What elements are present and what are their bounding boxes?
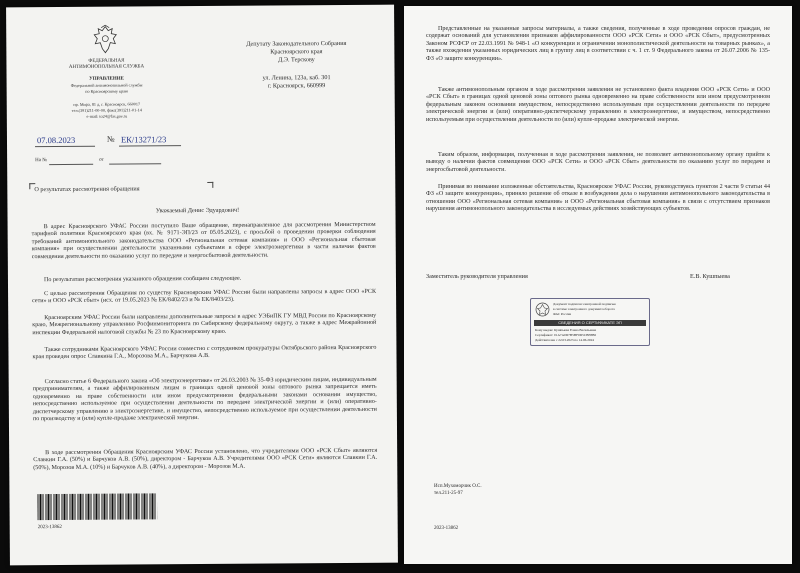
org-line2: АНТИМОНОПОЛЬНАЯ СЛУЖБА	[68, 64, 145, 70]
paragraph: Также сотрудниками Красноярского УФАС России совместно с сотрудником прокуратуры Октябрьского района Красноярского края проведен опрос Славкина Г.А., Морозова М.А., Барчукова А.В.	[32, 344, 377, 361]
dept-title: УПРАВЛЕНИЕ	[89, 76, 125, 82]
barcode	[37, 493, 157, 520]
paragraph: Согласно статье 6 Федерального закона «Об электроэнергетике» от 26.03.2003 № 35-ФЗ юридическим лицам, индивидуальным предпринимателям, а также аффилированным лицам в границах одной ценовой зоны оптового рынка запрещается иметь одновременно на праве собственности или ином предусмотренном федеральными законами основании имущество, непосредственно используемое при осуществлении деятельности по передаче электрической энергии и (или) оперативно-диспетчерскому управлению в электроэнергетике, и имущество, непосредственно используемое при осуществлении деятельности по производству и (или) купле-продаже электрической энергии.	[32, 376, 377, 423]
executor-phone: тел.211-25-97	[434, 491, 463, 496]
paragraph: Также антимонопольным органом в ходе рассмотрения заявления не установлено факта владения ООО «РСК Сети» и ООО «РСК Сбыт» в границах одной ценовой зоны оптового рынка одновременно на праве собственности или ином предусмотренном федеральным законом основании имуществом, непосредственно используемым при осуществлении деятельности по передаче электрической энергии и (или) оперативно-диспетчерскому управлению в электроэнергетике, и имуществом, непосредственно используемым при осуществлении деятельности по (или) купле-продаже электрической энергии.	[426, 87, 770, 123]
paragraph: Таким образом, информация, полученная в ходе рассмотрения заявления, не позволяет антимонопольному органу прийти к выводу о наличии фактов совмещения ООО «РСК Сети» и ООО «РСК Сбыт» деятельности по оказанию услуг по передаче и энергосбытовой деятельности.	[426, 152, 770, 173]
stamp-valid: Действителен с 22.03.2023 по 14.06.2024	[535, 338, 594, 342]
recipient-line1: Депутату Законодательного Собрания	[246, 39, 347, 48]
dept-line1: Федеральной антимонопольной службы	[70, 82, 143, 88]
coat-of-arms-icon	[535, 302, 550, 317]
dept-line2: по Красноярскому краю	[85, 88, 129, 94]
stamp-header: СВЕДЕНИЯ О СЕРТИФИКАТЕ ЭП	[534, 320, 646, 326]
ref-label: На №	[35, 158, 48, 164]
recipient-address: ул. Ленина, 123а, каб. 301	[262, 74, 331, 82]
org-line1: ФЕДЕРАЛЬНАЯ	[88, 58, 125, 64]
greeting: Уважаемый Денис Эдуардович!	[155, 206, 240, 215]
paragraph: В адрес Красноярского УФАС России поступило Ваше обращение, перенаправленное для рассмотрения Министерством тарифной политики Красноярского края (вх. № 9171-ЭП/23 от 05.05.2023), с просьбой о проведении проверки соблюдения требований антимонопольного законодательства ООО «Региональная сетевая компания» и ООО «Региональная сбытовая компания» при осуществлении деятельности указанными субъектами в сфере электроэнергетики в части наличия фактов совмещения деятельности по оказанию услуг по передаче и энергосбытовой деятельности.	[31, 221, 376, 260]
paragraph: В ходе рассмотрения Обращения Красноярским УФАС России установлено, что учредителями ООО «РСК Сбыт» являются Славкин Г.А. (50%) и Барчуков А.В. (50%), директором - Барчуков А.В. Учредителями ООО «РСК Сети» являются Славкин Г.А. (50%), Морозов М.А. (10%) и Барчуков А.В. (40%), а директором - Морозов М.А.	[33, 447, 378, 472]
letter-date: 07.08.2023	[36, 134, 76, 146]
signer-name: Е.В. Кушпыева	[690, 273, 730, 280]
letter-page-2	[404, 6, 792, 564]
paragraph: По результатам рассмотрения указанного обращения сообщаем следующее.	[43, 275, 242, 284]
letter-number: ЕК/13271/23	[120, 134, 167, 145]
recipient-name: Д.Э. Терскову	[278, 56, 315, 64]
recipient-city: г. Красноярск, 660999	[267, 82, 326, 90]
electronic-signature-stamp: Документ подписан электронной подписью в системе электронного документооборота ФАС России СВЕДЕНИЯ О СЕРТИФИКАТЕ ЭП Кому выдан: Кушпыева Елена Васильевна Сертификат: 01A7A0D7B5BF0D5CBE8B6 Действителен с 22.03.2023 по 14.06.2024	[530, 298, 650, 346]
number-label: №	[106, 134, 115, 144]
paragraph: Представленные на указанные запросы материалы, а также сведения, полученные в ходе проведения опросов граждан, не содержат оснований для установления признаков аффилированности ООО «РСК Сети» и ООО «РСК Сбыт», предусмотренных Законом РСФСР от 22.03.1991 № 948-1 «О конкуренции и ограничении монополистической деятельности на товарных рынках», а также вхождения указанных юридических лиц в группу лиц в соответствии с ч. 1 ст. 9 Федерального закона от 26.07.2006 № 135-ФЗ «О защите конкуренции».	[426, 26, 770, 62]
executor: Исп.Мухоморчик О.С.	[434, 484, 482, 489]
footer-code: 2023-13862	[434, 526, 459, 531]
ref-from: от	[99, 157, 104, 163]
stamp-cert: Сертификат: 01A7A0D7B5BF0D5CBE8B6	[535, 333, 597, 337]
paragraph: Красноярским УФАС России были направлены дополнительные запросы в адрес УЭБиПК ГУ МВД России по Красноярскому краю, Межрегиональному управлению Росфинмониторинга по Сибирскому федеральному округу, а также в адрес Межрайонной инспекции Федеральной налоговой службы № 23 по Красноярскому краю.	[32, 312, 377, 337]
paragraph: Принимая во внимание изложенные обстоятельства, Красноярское УФАС России, руководствуясь пунктом 2 части 9 статьи 44 ФЗ «О защите конкуренции», приняло решение об отказе в возбуждении дела о нарушении антимонопольного законодательства в отношении ООО «Региональная сетевая компания» и ООО «Региональная сбытовая компания» в связи с отсутствием признаков нарушения антимонопольного законодательства в исследуемых действиях хозяйствующих субъектов.	[426, 184, 770, 213]
recipient-line2: Красноярского края	[270, 48, 323, 56]
subject-line: О результатах рассмотрения обращения	[34, 185, 140, 194]
org-email: e-mail: to24@fas.gov.ru	[86, 113, 128, 119]
coat-of-arms-icon	[92, 25, 118, 55]
footer-code: 2023-13862	[37, 524, 62, 531]
paragraph: С целью рассмотрения Обращения по существу Красноярским УФАС России были направлены запросы в адрес ООО «РСК сети» и ООО «РСК сбыт» (исх. от 19.05.2023 № ЕК/8402/23 и № ЕК/8403/23).	[32, 288, 377, 305]
stamp-owner: Кому выдан: Кушпыева Елена Васильевна	[535, 328, 597, 332]
org-address: пр. Мира, 81 д, г. Красноярск, 660017	[73, 101, 141, 107]
org-phone: тел.(391)211-00-00, факс(391)211-01-14	[71, 107, 142, 113]
letter-page-1	[6, 5, 398, 566]
signer-title: Заместитель руководителя управления	[426, 273, 528, 280]
